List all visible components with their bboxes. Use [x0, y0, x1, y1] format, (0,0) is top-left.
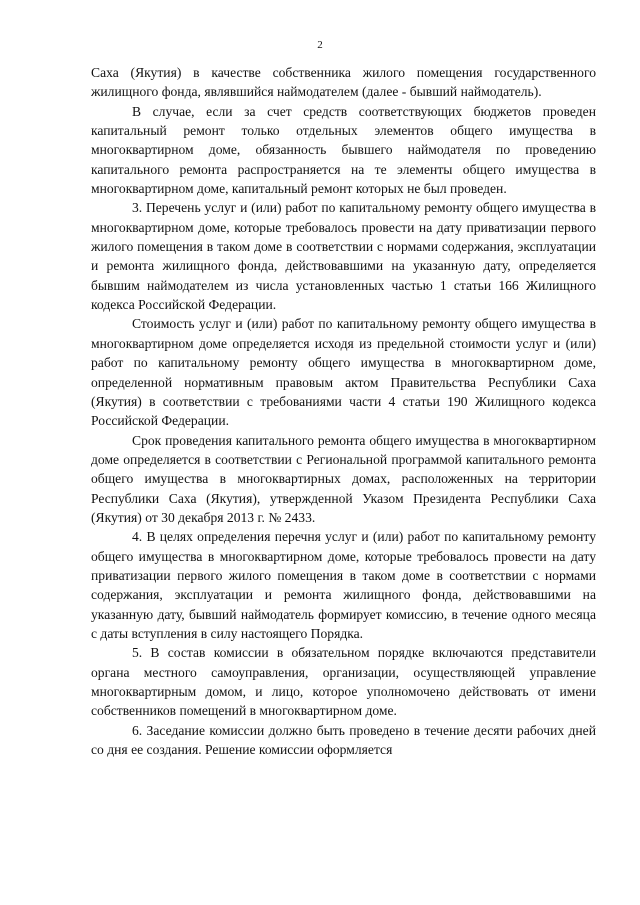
paragraph-cost: Стоимость услуг и (или) работ по капитальному ремонту общего имущества в многоквартирном доме определяется исходя из предельной стоимости услуг и (или) работ по капитальному ремонту общего имущества в многоквартирном доме, определенной нормативным правовым актом Правительства Республики Саха (Якутия) в соответствии с требованиями части 4 статьи 190 Жилищного кодекса Российской Федерации.: [91, 316, 596, 429]
paragraph-item-5: 5. В состав комиссии в обязательном порядке включаются представители органа местного самоуправления, организации, осуществляющей управление многоквартирным домом, и лицо, которое уполномочено действовать от имени собственников помещений в многоквартирном доме.: [91, 645, 596, 719]
paragraph-item-6: 6. Заседание комиссии должно быть проведено в течение десяти рабочих дней со дня ее создания. Решение комиссии оформляется: [91, 722, 596, 758]
paragraph-item-4: 4. В целях определения перечня услуг и (или) работ по капитальному ремонту общего имущества в многоквартирном доме, которые требовалось провести на дату приватизации первого жилого помещения в таком доме в соответствии с нормами содержания, эксплуатации и ремонта жилищного фонда, действовавшими на указанную дату, бывший наймодатель формирует комиссию, в течение одного месяца с даты вступления в силу настоящего Порядка.: [91, 529, 596, 641]
paragraph-continuation: Саха (Якутия) в качестве собственника жилого помещения государственного жилищного фонда, являвшийся наймодателем (далее - бывший наймодатель).: [91, 65, 596, 100]
paragraph-item-3: 3. Перечень услуг и (или) работ по капитальному ремонту общего имущества в многоквартирном доме, которые требовалось провести на дату приватизации первого жилого помещения в таком доме в соответствии с нормами содержания, эксплуатации и ремонта жилищного фонда, действовавшими на указанную дату, определяется бывшим наймодателем из числа установленных частью 1 статьи 166 Жилищного кодекса Российской Федерации.: [91, 200, 596, 313]
paragraph-partial-repair: В случае, если за счет средств соответствующих бюджетов проведен капитальный ремонт только отдельных элементов общего имущества в многоквартирном доме, обязанность бывшего наймодателя по проведению капитального ремонта распространяется на те элементы общего имущества в многоквартирном доме, капитальный ремонт которых не был проведен.: [91, 103, 596, 197]
document-body: [91, 63, 596, 759]
page-number: 2: [317, 39, 323, 51]
paragraph-term: Срок проведения капитального ремонта общего имущества в многоквартирном доме определяется в соответствии с Региональной программой капитального ремонта общего имущества в многоквартирных домах, расположенных на территории Республики Саха (Якутия), утвержденной Указом Президента Республики Саха (Якутия) от 30 декабря 2013 г. № 2433.: [91, 432, 596, 525]
